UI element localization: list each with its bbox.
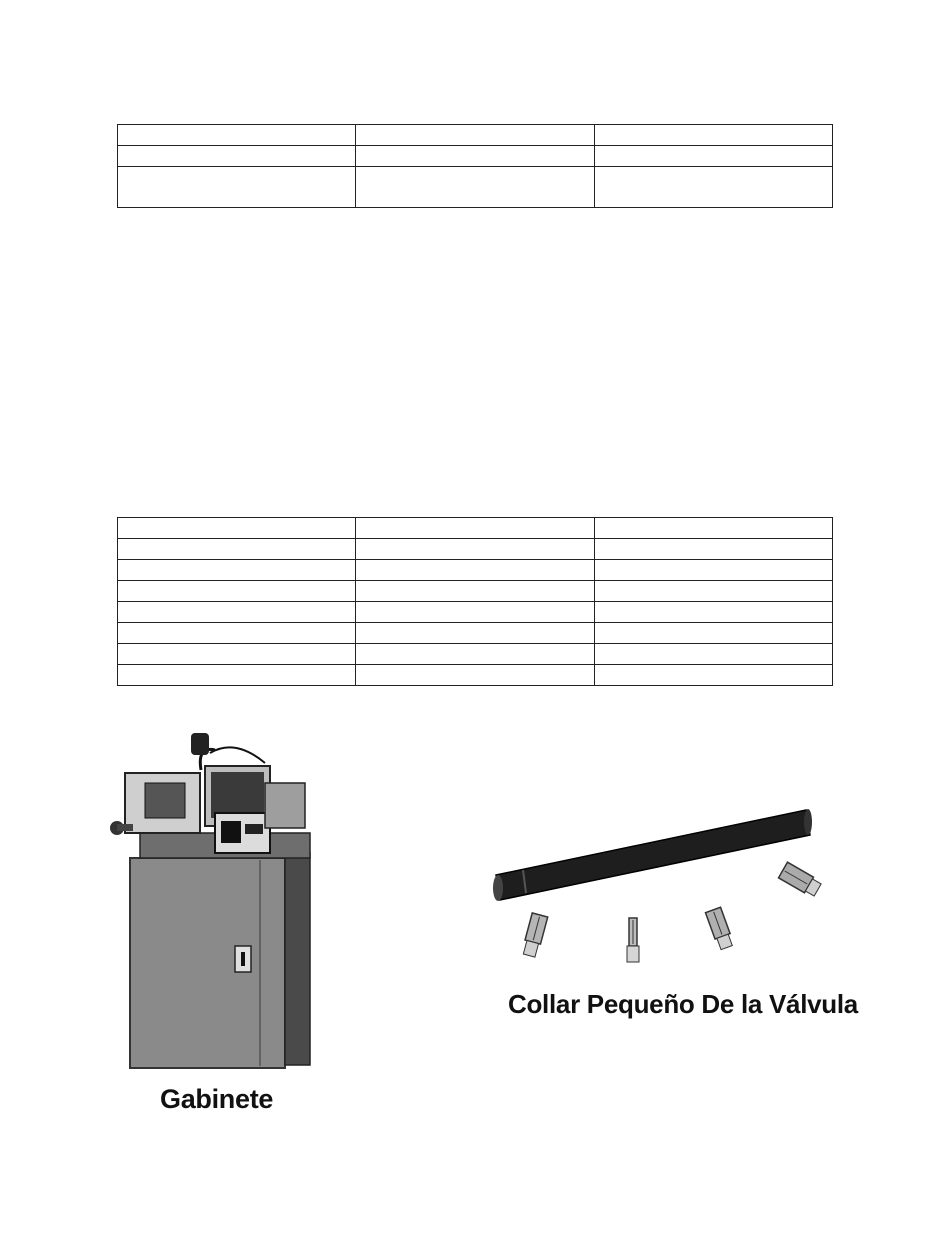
table-cell bbox=[356, 146, 594, 167]
collet-image bbox=[488, 800, 838, 980]
table-cell bbox=[594, 539, 832, 560]
table-cell bbox=[356, 623, 594, 644]
table-cell bbox=[594, 581, 832, 602]
cabinet-caption: Gabinete bbox=[160, 1084, 274, 1114]
table-cell bbox=[118, 665, 356, 686]
table-row bbox=[118, 665, 833, 686]
table-row bbox=[118, 167, 833, 208]
table-cell bbox=[356, 581, 594, 602]
table-cell bbox=[594, 146, 832, 167]
table-row bbox=[118, 602, 833, 623]
table-row bbox=[118, 125, 833, 146]
table-cell bbox=[118, 602, 356, 623]
bottom-table bbox=[117, 517, 833, 686]
table-row bbox=[118, 539, 833, 560]
table-cell bbox=[356, 602, 594, 623]
table-cell bbox=[118, 644, 356, 665]
table-cell bbox=[118, 518, 356, 539]
table-cell bbox=[594, 125, 832, 146]
table-cell bbox=[594, 167, 832, 208]
table-cell bbox=[594, 560, 832, 581]
table-cell bbox=[118, 539, 356, 560]
table-cell bbox=[356, 665, 594, 686]
table-cell bbox=[356, 167, 594, 208]
table-row bbox=[118, 623, 833, 644]
table-row bbox=[118, 644, 833, 665]
table-cell bbox=[356, 518, 594, 539]
table-row bbox=[118, 581, 833, 602]
table-cell bbox=[356, 125, 594, 146]
top-table bbox=[117, 124, 833, 208]
table-cell bbox=[118, 146, 356, 167]
table-cell bbox=[594, 602, 832, 623]
table-cell bbox=[118, 560, 356, 581]
table-cell bbox=[118, 623, 356, 644]
table-cell bbox=[594, 518, 832, 539]
table-cell bbox=[118, 167, 356, 208]
table-cell bbox=[594, 644, 832, 665]
table-cell bbox=[356, 560, 594, 581]
table-row bbox=[118, 146, 833, 167]
table-cell bbox=[594, 623, 832, 644]
table-cell bbox=[356, 644, 594, 665]
collet-caption: Collar Pequeño De la Válvula bbox=[508, 989, 858, 1019]
table-row bbox=[118, 560, 833, 581]
table-row bbox=[118, 518, 833, 539]
table-cell bbox=[356, 539, 594, 560]
table-cell bbox=[118, 581, 356, 602]
table-cell bbox=[118, 125, 356, 146]
cabinet-image bbox=[105, 728, 320, 1073]
table-cell bbox=[594, 665, 832, 686]
